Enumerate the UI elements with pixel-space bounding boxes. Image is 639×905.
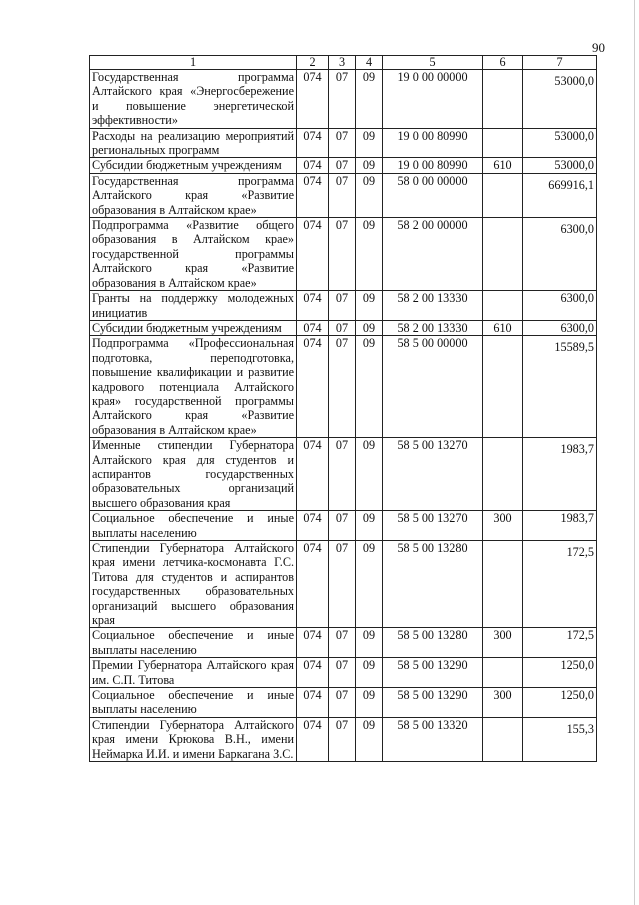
table-row (90, 688, 597, 718)
amount-cell: 1983,7 (523, 438, 597, 511)
column-header-3: 3 (329, 56, 356, 70)
admin-code-cell: 074 (297, 336, 329, 438)
admin-code-cell: 074 (297, 658, 329, 688)
subsection-code-cell: 09 (356, 218, 383, 291)
table-row (90, 541, 597, 628)
amount-cell: 172,5 (523, 628, 597, 658)
section-code-cell: 07 (329, 438, 356, 511)
admin-code-cell: 074 (297, 320, 329, 335)
section-code-cell: 07 (329, 658, 356, 688)
amount-cell: 6300,0 (523, 291, 597, 321)
admin-code-cell: 074 (297, 158, 329, 173)
amount-cell: 15589,5 (523, 336, 597, 438)
amount-cell: 155,3 (523, 717, 597, 761)
item-name-cell: Подпрограмма «Развитие общего образования в Алтайском крае» государственной программы Алтайского края «Развитие образования в Алтайском крае» (90, 218, 297, 291)
subsection-code-cell: 09 (356, 438, 383, 511)
item-name-cell: Премии Губернатора Алтайского края им. С.П. Титова (90, 658, 297, 688)
target-code-cell: 58 5 00 13280 (383, 541, 483, 628)
section-code-cell: 07 (329, 628, 356, 658)
table-row (90, 218, 597, 291)
table-row (90, 158, 597, 173)
amount-cell: 1250,0 (523, 688, 597, 718)
column-header-6: 6 (483, 56, 523, 70)
section-code-cell: 07 (329, 158, 356, 173)
expense-type-code-cell (483, 438, 523, 511)
table-row (90, 438, 597, 511)
expense-type-code-cell (483, 717, 523, 761)
amount-cell: 1983,7 (523, 511, 597, 541)
section-code-cell: 07 (329, 511, 356, 541)
expense-type-code-cell (483, 658, 523, 688)
subsection-code-cell: 09 (356, 291, 383, 321)
target-code-cell: 58 5 00 13270 (383, 511, 483, 541)
expense-type-code-cell (483, 541, 523, 628)
section-code-cell: 07 (329, 291, 356, 321)
admin-code-cell: 074 (297, 218, 329, 291)
item-name-cell: Субсидии бюджетным учреждениям (90, 320, 297, 335)
column-header-2: 2 (297, 56, 329, 70)
header-row (90, 56, 597, 70)
item-name-cell: Социальное обеспечение и иные выплаты населению (90, 511, 297, 541)
item-name-cell: Стипендии Губернатора Алтайского края имени Крюкова В.Н., имени Неймарка И.И. и имени Баркагана З.С. (90, 717, 297, 761)
table-row (90, 128, 597, 158)
amount-cell: 172,5 (523, 541, 597, 628)
admin-code-cell: 074 (297, 291, 329, 321)
column-header-5: 5 (383, 56, 483, 70)
amount-cell: 53000,0 (523, 70, 597, 129)
target-code-cell: 58 5 00 13270 (383, 438, 483, 511)
table-row (90, 717, 597, 761)
admin-code-cell: 074 (297, 511, 329, 541)
section-code-cell: 07 (329, 717, 356, 761)
target-code-cell: 58 5 00 13290 (383, 688, 483, 718)
target-code-cell: 19 0 00 80990 (383, 128, 483, 158)
subsection-code-cell: 09 (356, 158, 383, 173)
amount-cell: 53000,0 (523, 128, 597, 158)
target-code-cell: 19 0 00 00000 (383, 70, 483, 129)
item-name-cell: Социальное обеспечение и иные выплаты населению (90, 688, 297, 718)
expense-type-code-cell: 610 (483, 320, 523, 335)
admin-code-cell: 074 (297, 173, 329, 217)
amount-cell: 6300,0 (523, 320, 597, 335)
item-name-cell: Стипендии Губернатора Алтайского края имени летчика-космонавта Г.С. Титова для студентов и аспирантов государственных образовательных организаций высшего образования края (90, 541, 297, 628)
section-code-cell: 07 (329, 688, 356, 718)
section-code-cell: 07 (329, 218, 356, 291)
table-row (90, 511, 597, 541)
subsection-code-cell: 09 (356, 658, 383, 688)
section-code-cell: 07 (329, 336, 356, 438)
target-code-cell: 58 5 00 13290 (383, 658, 483, 688)
subsection-code-cell: 09 (356, 336, 383, 438)
scan-edge (634, 0, 635, 905)
table-body (90, 70, 597, 762)
target-code-cell: 58 2 00 13330 (383, 291, 483, 321)
target-code-cell: 58 5 00 00000 (383, 336, 483, 438)
column-header-7: 7 (523, 56, 597, 70)
section-code-cell: 07 (329, 541, 356, 628)
column-header-4: 4 (356, 56, 383, 70)
target-code-cell: 58 2 00 00000 (383, 218, 483, 291)
table-row (90, 658, 597, 688)
expense-type-code-cell (483, 291, 523, 321)
expense-type-code-cell: 300 (483, 688, 523, 718)
target-code-cell: 19 0 00 80990 (383, 158, 483, 173)
section-code-cell: 07 (329, 70, 356, 129)
page-number: 90 (592, 40, 605, 55)
admin-code-cell: 074 (297, 128, 329, 158)
amount-cell: 669916,1 (523, 173, 597, 217)
item-name-cell: Подпрограмма «Профессиональная подготовка, переподготовка, повышение квалификации и развитие кадрового потенциала Алтайского края» государственной программы Алтайского края «Развитие образования в Алтайском крае» (90, 336, 297, 438)
table-row (90, 336, 597, 438)
admin-code-cell: 074 (297, 438, 329, 511)
target-code-cell: 58 2 00 13330 (383, 320, 483, 335)
expense-type-code-cell: 300 (483, 628, 523, 658)
item-name-cell: Государственная программа Алтайского края «Развитие образования в Алтайском крае» (90, 173, 297, 217)
item-name-cell: Расходы на реализацию мероприятий региональных программ (90, 128, 297, 158)
item-name-cell: Субсидии бюджетным учреждениям (90, 158, 297, 173)
column-header-1: 1 (90, 56, 297, 70)
expense-type-code-cell (483, 128, 523, 158)
section-code-cell: 07 (329, 128, 356, 158)
target-code-cell: 58 5 00 13280 (383, 628, 483, 658)
amount-cell: 6300,0 (523, 218, 597, 291)
amount-cell: 1250,0 (523, 658, 597, 688)
section-code-cell: 07 (329, 320, 356, 335)
subsection-code-cell: 09 (356, 541, 383, 628)
expense-type-code-cell (483, 218, 523, 291)
budget-table (89, 55, 597, 762)
expense-type-code-cell: 610 (483, 158, 523, 173)
subsection-code-cell: 09 (356, 717, 383, 761)
subsection-code-cell: 09 (356, 70, 383, 129)
expense-type-code-cell (483, 336, 523, 438)
target-code-cell: 58 5 00 13320 (383, 717, 483, 761)
admin-code-cell: 074 (297, 717, 329, 761)
admin-code-cell: 074 (297, 628, 329, 658)
subsection-code-cell: 09 (356, 173, 383, 217)
table-row (90, 320, 597, 335)
table-row (90, 628, 597, 658)
item-name-cell: Именные стипендии Губернатора Алтайского края для студентов и аспирантов государственных образовательных организаций высшего образования края (90, 438, 297, 511)
item-name-cell: Гранты на поддержку молодежных инициатив (90, 291, 297, 321)
expense-type-code-cell (483, 173, 523, 217)
target-code-cell: 58 0 00 00000 (383, 173, 483, 217)
table-row (90, 291, 597, 321)
amount-cell: 53000,0 (523, 158, 597, 173)
admin-code-cell: 074 (297, 541, 329, 628)
admin-code-cell: 074 (297, 688, 329, 718)
section-code-cell: 07 (329, 173, 356, 217)
table-row (90, 173, 597, 217)
subsection-code-cell: 09 (356, 511, 383, 541)
item-name-cell: Государственная программа Алтайского края «Энергосбережение и повышение энергетической эффективности» (90, 70, 297, 129)
subsection-code-cell: 09 (356, 128, 383, 158)
subsection-code-cell: 09 (356, 688, 383, 718)
table-row (90, 70, 597, 129)
subsection-code-cell: 09 (356, 320, 383, 335)
expense-type-code-cell: 300 (483, 511, 523, 541)
admin-code-cell: 074 (297, 70, 329, 129)
expense-type-code-cell (483, 70, 523, 129)
subsection-code-cell: 09 (356, 628, 383, 658)
item-name-cell: Социальное обеспечение и иные выплаты населению (90, 628, 297, 658)
